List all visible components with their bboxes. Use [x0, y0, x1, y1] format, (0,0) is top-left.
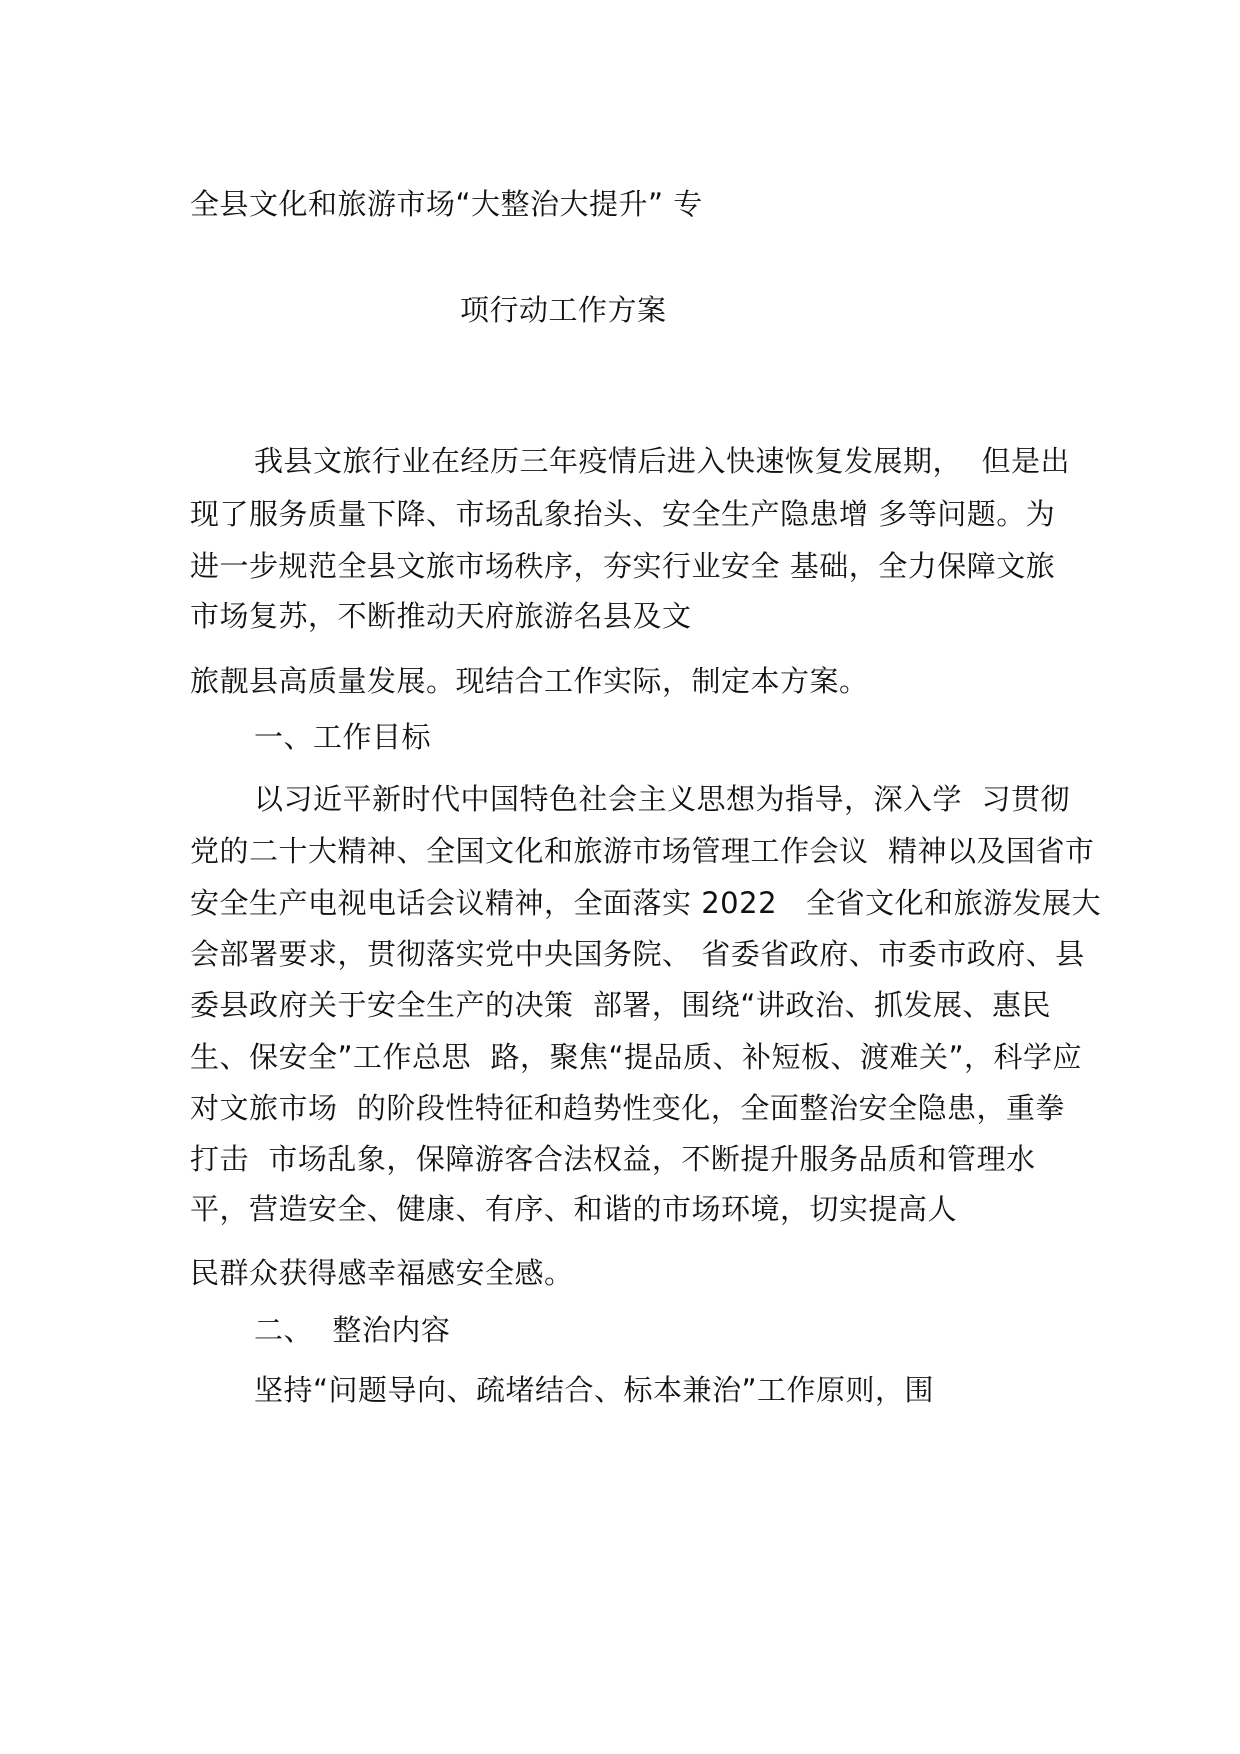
paragraph-line: 打击 市场乱象，保障游客合法权益，不断提升服务品质和管理水	[190, 1142, 1036, 1176]
paragraph-line: 平，营造安全、健康、有序、和谐的市场环境，切实提高人	[190, 1192, 958, 1226]
paragraph-line: 进一步规范全县文旅市场秩序，夯实行业安全 基础，全力保障文旅	[190, 549, 1056, 583]
section-heading: 二、 整治内容	[254, 1313, 451, 1347]
paragraph-line: 我县文旅行业在经历三年疫情后进入快速恢复发展期， 但是出	[254, 444, 1070, 478]
paragraph-line: 安全生产电视电话会议精神，全面落实 2022 全省文化和旅游发展大	[190, 886, 1102, 920]
paragraph-line: 市场复苏，不断推动天府旅游名县及文	[190, 599, 692, 633]
document-title-line-2: 项行动工作方案	[460, 293, 667, 327]
paragraph-line: 生、保安全”工作总思 路，聚焦“提品质、补短板、渡难关”，科学应	[190, 1040, 1083, 1074]
paragraph-line: 以习近平新时代中国特色社会主义思想为指导，深入学 习贯彻	[254, 782, 1070, 816]
paragraph-line: 党的二十大精神、全国文化和旅游市场管理工作会议 精神以及国省市	[190, 834, 1095, 868]
section-heading: 一、工作目标	[254, 720, 432, 754]
paragraph-line: 民群众获得感幸福感安全感。	[190, 1256, 574, 1290]
paragraph-line: 现了服务质量下降、市场乱象抬头、安全生产隐患增 多等问题。为	[190, 497, 1056, 531]
paragraph-line: 旅靓县高质量发展。现结合工作实际，制定本方案。	[190, 664, 869, 698]
paragraph-line: 坚持“问题导向、疏堵结合、标本兼治”工作原则，围	[254, 1373, 935, 1407]
document-title-line-1: 全县文化和旅游市场“大整治大提升” 专	[190, 187, 703, 221]
paragraph-line: 会部署要求，贯彻落实党中央国务院、 省委省政府、市委市政府、县	[190, 937, 1085, 971]
paragraph-line: 委县政府关于安全生产的决策 部署，围绕“讲政治、抓发展、惠民	[190, 988, 1051, 1022]
paragraph-line: 对文旅市场 的阶段性特征和趋势性变化，全面整治安全隐患，重拳	[190, 1091, 1065, 1125]
